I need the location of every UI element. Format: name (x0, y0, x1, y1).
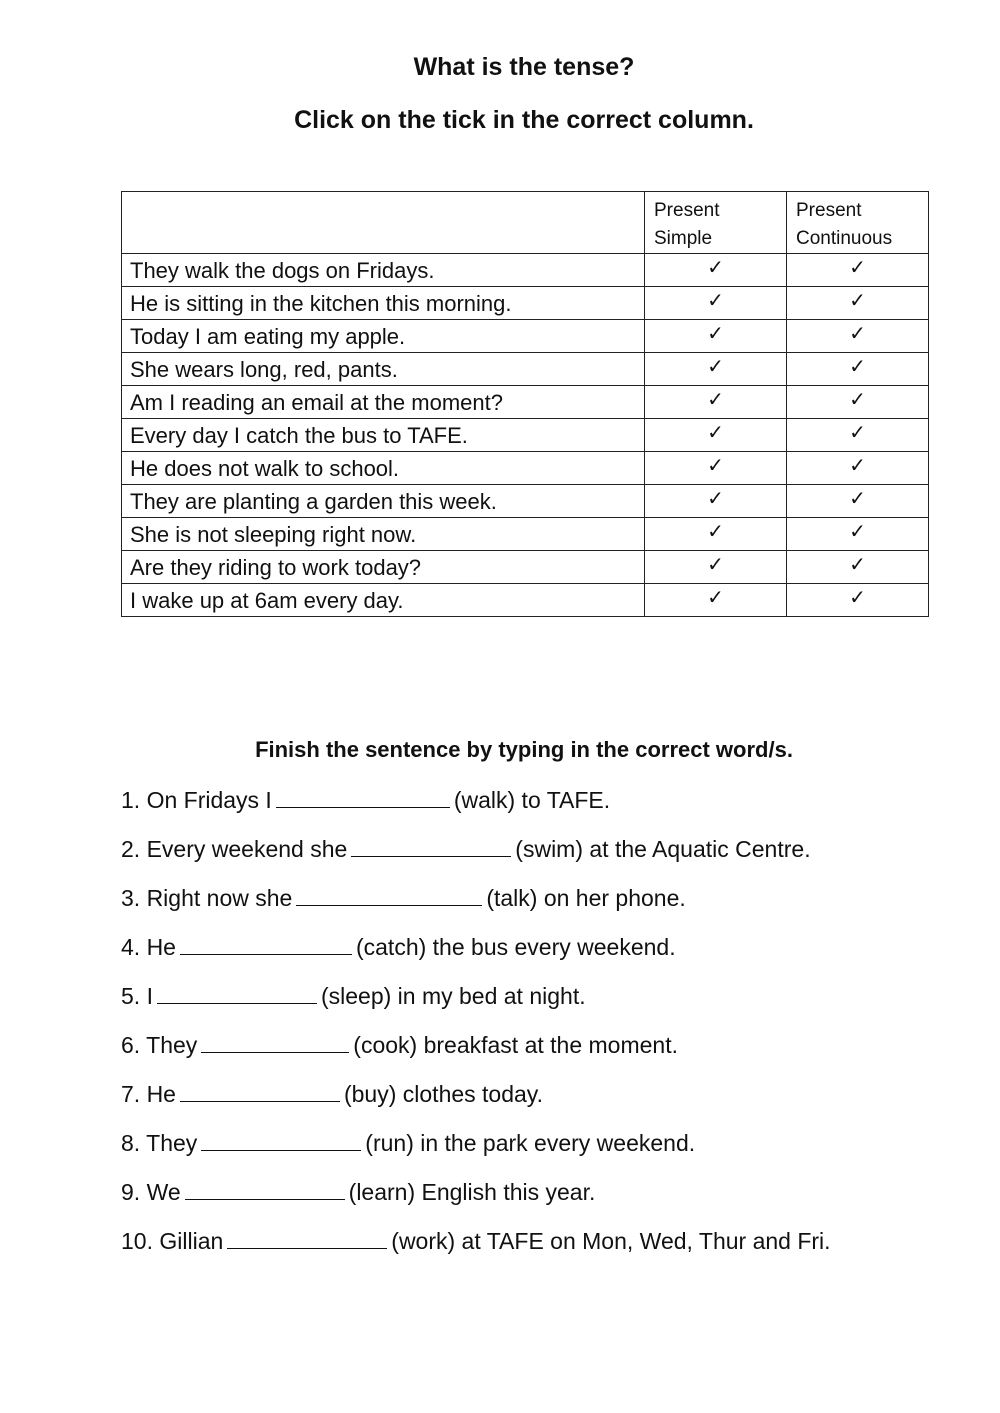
tick-present-continuous-button[interactable]: ✓ (849, 288, 866, 312)
tick-present-simple-button[interactable]: ✓ (707, 255, 724, 279)
tick-present-simple-button[interactable]: ✓ (707, 354, 724, 378)
tick-cell-present-continuous (787, 518, 929, 551)
tick-cell-present-simple (645, 419, 787, 452)
header-present-continuous-line1: Present (796, 200, 862, 221)
tick-cell-present-continuous (787, 452, 929, 485)
answer-blank[interactable] (276, 787, 450, 808)
table-row (122, 452, 929, 485)
fill-in-before-text: 5. I (121, 983, 153, 1009)
fill-in-before-text: 4. He (121, 934, 176, 960)
fill-in-before-text: 6. They (121, 1032, 198, 1058)
fill-in-item (121, 883, 981, 932)
tick-present-simple-button[interactable]: ✓ (707, 552, 724, 576)
tense-table (121, 191, 929, 617)
tick-present-continuous-button[interactable]: ✓ (849, 585, 866, 609)
fill-in-item (121, 785, 981, 834)
fill-in-after-text: (buy) clothes today. (343, 1081, 543, 1107)
header-blank-cell (122, 192, 645, 254)
tick-cell-present-continuous (787, 287, 929, 320)
table-row (122, 320, 929, 353)
sentence-cell: Am I reading an email at the moment? (122, 386, 645, 419)
sentence-cell: They are planting a garden this week. (122, 485, 645, 518)
fill-in-item (121, 1226, 981, 1275)
fill-in-after-text: (talk) on her phone. (486, 885, 686, 911)
answer-blank[interactable] (201, 1032, 349, 1053)
sentence-cell: He is sitting in the kitchen this morning. (122, 287, 645, 320)
tick-present-continuous-button[interactable]: ✓ (849, 453, 866, 477)
header-present-continuous-line2: Continuous (796, 228, 893, 249)
header-present-simple-line1: Present (654, 200, 720, 221)
sentence-cell: She wears long, red, pants. (122, 353, 645, 386)
header-present-continuous (787, 192, 929, 254)
fill-in-item (121, 1030, 981, 1079)
fill-in-before-text: 1. On Fridays I (121, 787, 272, 813)
tick-present-continuous-button[interactable]: ✓ (849, 552, 866, 576)
table-row (122, 386, 929, 419)
sentence-cell: I wake up at 6am every day. (122, 584, 645, 617)
tick-cell-present-simple (645, 287, 787, 320)
tick-cell-present-simple (645, 584, 787, 617)
worksheet-instruction: Click on the tick in the correct column. (294, 106, 754, 134)
sentence-cell: She is not sleeping right now. (122, 518, 645, 551)
sentence-cell: Every day I catch the bus to TAFE. (122, 419, 645, 452)
table-row (122, 485, 929, 518)
answer-blank[interactable] (201, 1130, 361, 1151)
tick-present-simple-button[interactable]: ✓ (707, 420, 724, 444)
header-present-simple (645, 192, 787, 254)
table-row (122, 287, 929, 320)
fill-in-after-text: (swim) at the Aquatic Centre. (515, 836, 811, 862)
sentence-cell: He does not walk to school. (122, 452, 645, 485)
answer-blank[interactable] (180, 934, 352, 955)
tick-cell-present-continuous (787, 386, 929, 419)
tick-present-continuous-button[interactable]: ✓ (849, 354, 866, 378)
tick-cell-present-simple (645, 320, 787, 353)
fill-in-item (121, 1128, 981, 1177)
fill-in-before-text: 9. We (121, 1179, 181, 1205)
fill-in-before-text: 10. Gillian (121, 1228, 224, 1254)
tick-cell-present-continuous (787, 320, 929, 353)
tick-cell-present-continuous (787, 419, 929, 452)
tick-cell-present-simple (645, 551, 787, 584)
fill-in-item (121, 1177, 981, 1226)
answer-blank[interactable] (351, 836, 511, 857)
tick-present-continuous-button[interactable]: ✓ (849, 486, 866, 510)
fill-in-before-text: 8. They (121, 1130, 198, 1156)
answer-blank[interactable] (180, 1081, 340, 1102)
table-row (122, 551, 929, 584)
answer-blank[interactable] (157, 983, 317, 1004)
worksheet-title: What is the tense? (413, 53, 635, 81)
tick-cell-present-simple (645, 452, 787, 485)
fill-in-before-text: 3. Right now she (121, 885, 293, 911)
tick-present-simple-button[interactable]: ✓ (707, 585, 724, 609)
header-present-simple-line2: Simple (654, 228, 713, 249)
tick-present-continuous-button[interactable]: ✓ (849, 387, 866, 411)
tick-present-simple-button[interactable]: ✓ (707, 519, 724, 543)
table-row (122, 254, 929, 287)
tick-present-simple-button[interactable]: ✓ (707, 288, 724, 312)
fill-in-after-text: (learn) English this year. (348, 1179, 596, 1205)
tick-cell-present-simple (645, 254, 787, 287)
tick-present-continuous-button[interactable]: ✓ (849, 420, 866, 444)
tick-present-simple-button[interactable]: ✓ (707, 486, 724, 510)
tick-present-continuous-button[interactable]: ✓ (849, 321, 866, 345)
tick-cell-present-continuous (787, 485, 929, 518)
tick-present-simple-button[interactable]: ✓ (707, 321, 724, 345)
tick-present-continuous-button[interactable]: ✓ (849, 255, 866, 279)
table-row (122, 518, 929, 551)
fill-in-after-text: (work) at TAFE on Mon, Wed, Thur and Fri. (391, 1228, 831, 1254)
fill-in-item (121, 1079, 981, 1128)
fill-in-list (121, 785, 981, 1275)
tick-cell-present-simple (645, 518, 787, 551)
fill-in-before-text: 7. He (121, 1081, 176, 1107)
tick-present-continuous-button[interactable]: ✓ (849, 519, 866, 543)
answer-blank[interactable] (185, 1179, 345, 1200)
fill-in-item (121, 834, 981, 883)
table-header-row (122, 192, 929, 254)
tick-present-simple-button[interactable]: ✓ (707, 453, 724, 477)
fill-in-after-text: (run) in the park every weekend. (365, 1130, 696, 1156)
tick-cell-present-continuous (787, 353, 929, 386)
tick-cell-present-continuous (787, 551, 929, 584)
tick-cell-present-simple (645, 386, 787, 419)
table-row (122, 584, 929, 617)
fill-in-before-text: 2. Every weekend she (121, 836, 348, 862)
tick-cell-present-continuous (787, 254, 929, 287)
fill-in-instruction: Finish the sentence by typing in the correct word/s. (255, 737, 793, 762)
fill-in-after-text: (catch) the bus every weekend. (355, 934, 676, 960)
fill-in-after-text: (cook) breakfast at the moment. (353, 1032, 678, 1058)
sentence-cell: They walk the dogs on Fridays. (122, 254, 645, 287)
tick-cell-present-continuous (787, 584, 929, 617)
fill-in-after-text: (sleep) in my bed at night. (320, 983, 586, 1009)
sentence-cell: Today I am eating my apple. (122, 320, 645, 353)
table-row (122, 353, 929, 386)
tick-present-simple-button[interactable]: ✓ (707, 387, 724, 411)
tick-cell-present-simple (645, 485, 787, 518)
table-row (122, 419, 929, 452)
answer-blank[interactable] (227, 1228, 387, 1249)
fill-in-after-text: (walk) to TAFE. (453, 787, 611, 813)
fill-in-item (121, 932, 981, 981)
fill-in-item (121, 981, 981, 1030)
tick-cell-present-simple (645, 353, 787, 386)
answer-blank[interactable] (296, 885, 482, 906)
sentence-cell: Are they riding to work today? (122, 551, 645, 584)
